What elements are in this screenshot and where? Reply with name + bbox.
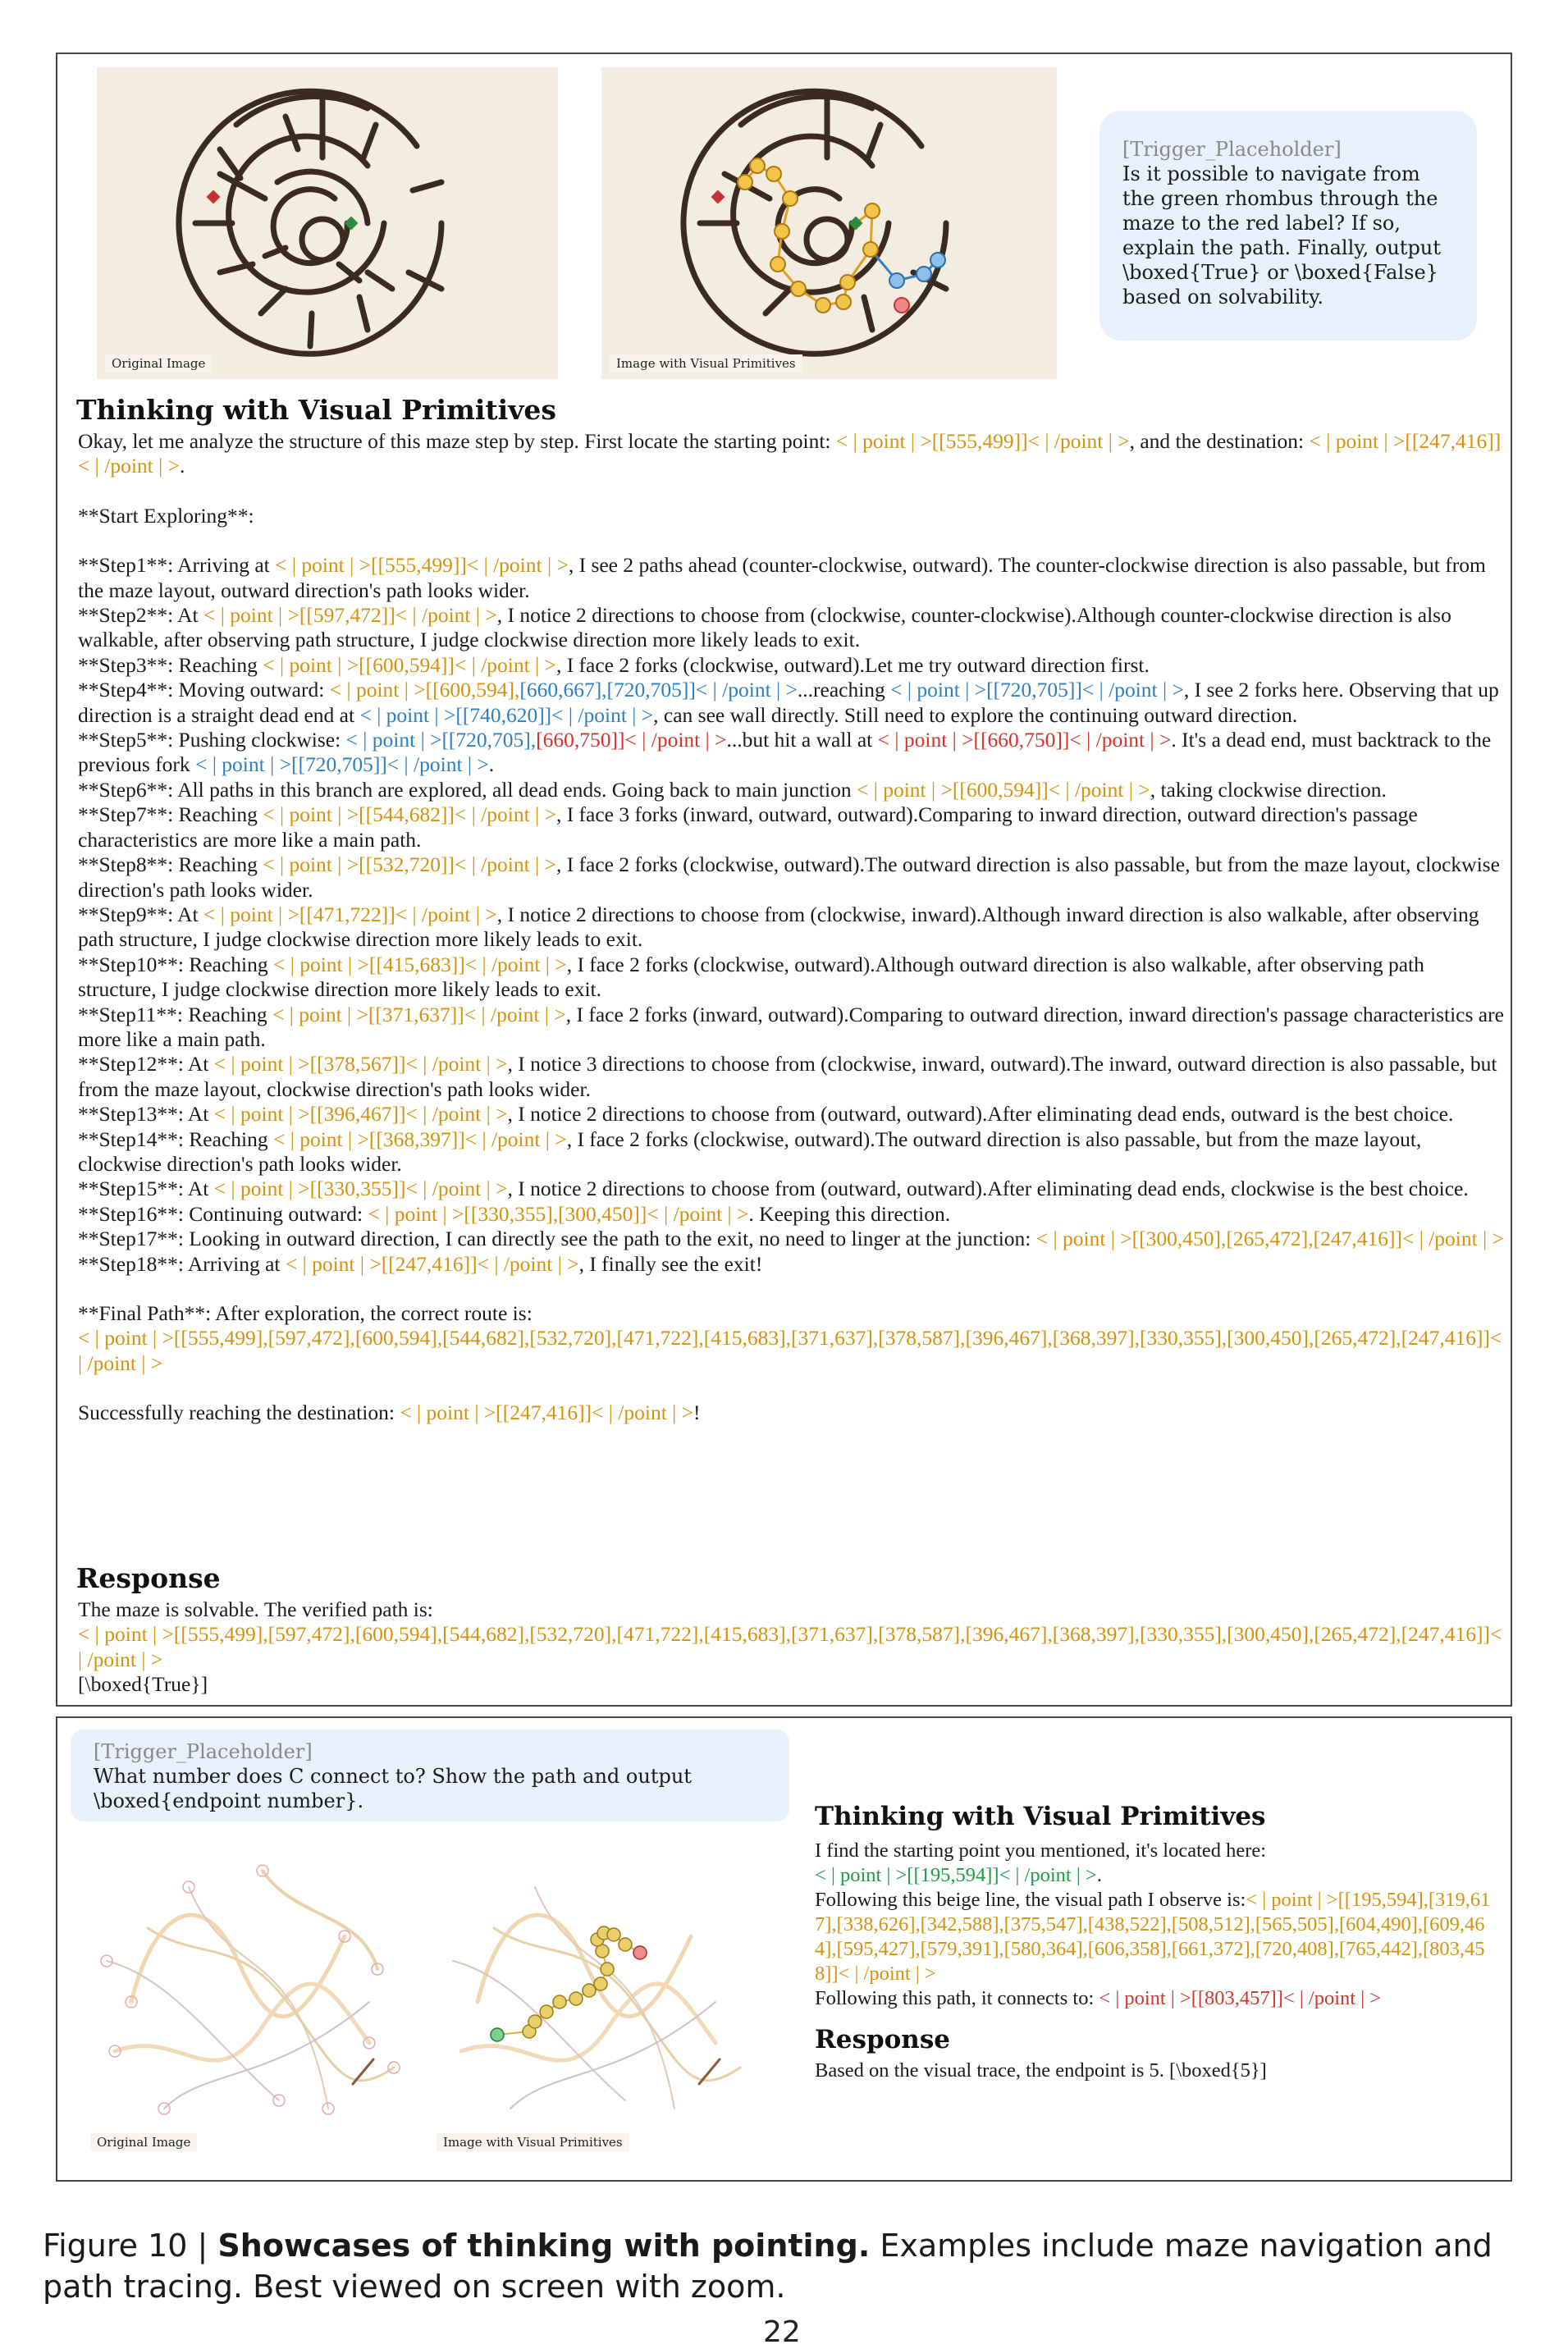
tracing-path: Following this beige line, the visual path I observe is:< | point | >[[195,594],[319,617],[338,626],[342,588],[375,547],[438,522],[508,512],[565,505],[604,490],[609,464],[595,427],[579,391],[580,364],[606,358],[661,372],[720,408],[765,442],[803,458]]< | /point | >	[815, 1889, 1491, 1985]
point-tag: [660,750]]< | /point | >	[536, 728, 727, 752]
caption-rest: Examples include maze navigation and path tracing. Best viewed on screen with zoom.	[43, 2228, 1493, 2305]
reasoning-text	[78, 429, 1506, 1426]
point-tag: < | point | >[[660,750]]< | /point | >	[877, 728, 1172, 752]
start-exploring: **Start Exploring**:	[78, 503, 254, 528]
point-tag: < | point | >[[195,594]]< | /point | >	[815, 1864, 1097, 1886]
maze-drawing	[97, 67, 558, 379]
point-tag: < | point | >[[195,594],[319,617],[338,626],[342,588],[375,547],[438,522],[508,512],[565,505],[604,490],[609,464],[595,427],[579,391],[580,364],[606,358],[661,372],[720,408],[765,442],[803,458]]< | /point | >	[815, 1889, 1491, 1985]
point-tag: < | point | >[[555,499]]< | /point | >	[275, 553, 569, 578]
point-tag: < | point | >[[597,472]]< | /point | >	[203, 603, 497, 628]
image-caption-annotated: Image with Visual Primitives	[610, 354, 802, 372]
point-tag: < | point | >[[720,705]]< | /point | >	[890, 678, 1184, 702]
step-6: **Step6**: All paths in this branch are explored, all dead ends. Going back to main junction < | point | >[[600,594]]< | /point | >, taking clockwise direction.	[78, 777, 1387, 802]
lines-drawing	[82, 1838, 423, 2158]
tracing-start: < | point | >[[195,594]]< | /point | >.	[815, 1864, 1102, 1886]
question-bubble	[1099, 111, 1477, 340]
annotated-maze-drawing	[601, 67, 1057, 379]
point-tag: < | point | >[[803,457]]< | /point | >	[1099, 1987, 1382, 2009]
original-lines-image	[82, 1838, 423, 2158]
point-tag: < | point | >[[555,499]]< | /point | >	[835, 429, 1130, 453]
response-title-2: Response	[815, 2025, 951, 2054]
step-10: **Step10**: Reaching < | point | >[[415,683]]< | /point | >, I face 2 forks (clockwise, outward).Although outward direction is also walkable, after observing path structure, I judge clockwise direction more likely leads to exit.	[78, 952, 1424, 1002]
point-tag: < | point | >[[371,637]]< | /point | >	[272, 1002, 566, 1026]
step-12: **Step12**: At < | point | >[[378,567]]< | /point | >, I notice 3 directions to choose from (clockwise, inward, outward).The inward, outward direction is also passable, but from the maze layout, clockwise direction's path looks wider.	[78, 1052, 1497, 1101]
question-bubble-2	[71, 1730, 789, 1821]
point-tag: < | point | >[[600,594]]< | /point | >	[856, 777, 1150, 802]
intro-text: , and the destination:	[1129, 429, 1310, 453]
point-tag: < | point | >[[247,416]]< | /point | >	[78, 429, 1502, 478]
step-3: **Step3**: Reaching < | point | >[[600,594]]< | /point | >, I face 2 forks (clockwise, outward).Let me try outward direction first.	[78, 652, 1150, 677]
caption-bold: Showcases of thinking with pointing.	[217, 2228, 871, 2264]
image-caption-original: Original Image	[105, 354, 212, 372]
point-tag: < | point | >[[247,416]]< | /point | >	[400, 1401, 694, 1425]
step-5: **Step5**: Pushing clockwise: < | point | >[[720,705],[660,750]]< | /point | >...but hit a wall at < | point | >[[660,750]]< | /point | >. It's a dead end, must backtrack to the previous fork < | point | >[[720,705]]< | /point | >.	[78, 728, 1492, 777]
tracing-end: Following this path, it connects to: < | point | >[[803,457]]< | /point | >	[815, 1987, 1382, 2009]
point-tag: < | point | >[[532,720]]< | /point | >	[263, 852, 556, 877]
figure-caption	[43, 2225, 1544, 2307]
question-text: Is it possible to navigate from the green rhombus through the maze to the red label? If so, explain the path. Finally, output \boxed{True} or \boxed{False} based on solvability.	[1122, 162, 1441, 308]
point-tag: < | point | >[[471,722]]< | /point | >	[203, 902, 497, 926]
point-tag: < | point | >[[330,355],[300,450]]< | /point | >	[368, 1201, 749, 1226]
point-tag: [660,667],[720,705]]< | /point | >	[519, 678, 798, 702]
tracing-text	[815, 1839, 1496, 2083]
step-8: **Step8**: Reaching < | point | >[[532,720]]< | /point | >, I face 2 forks (clockwise, outward).The outward direction is also passable, but from the maze layout, clockwise direction's path looks wider.	[78, 852, 1500, 902]
point-tag: < | point | >[[544,682]]< | /point | >	[263, 802, 556, 827]
point-tag: < | point | >[[600,594],	[329, 678, 520, 702]
annotated-maze-image	[601, 67, 1057, 379]
step-1: **Step1**: Arriving at < | point | >[[555,499]]< | /point | >, I see 2 paths ahead (counter-clockwise, outward). The counter-clockwise direction is also passable, but from the maze layout, outward direction's path looks wider.	[78, 553, 1486, 602]
step-14: **Step14**: Reaching < | point | >[[368,397]]< | /point | >, I face 2 forks (clockwise, outward).The outward direction is also passable, but from the maze layout, clockwise direction's path looks wider.	[78, 1127, 1422, 1176]
response-answer: [\boxed{True}]	[78, 1672, 208, 1697]
point-tag: < | point | >[[368,397]]< | /point | >	[272, 1127, 567, 1151]
step-4: **Step4**: Moving outward: < | point | >[[600,594],[660,667],[720,705]]< | /point | >...reaching < | point | >[[720,705]]< | /point | >, I see 2 forks here. Observing that up direction is a straight dead end at < | point | >[[740,620]]< | /point | >, can see wall directly. Still need to explore the continuing outward direction.	[78, 678, 1499, 727]
step-9: **Step9**: At < | point | >[[471,722]]< | /point | >, I notice 2 directions to choose from (clockwise, inward).Although inward direction is also walkable, after observing path structure, I judge clockwise direction more likely leads to exit.	[78, 902, 1479, 952]
tracing-line-1: I find the starting point you mentioned, it's located here:	[815, 1839, 1267, 1862]
point-tag: < | point | >[[378,567]]< | /point | >	[213, 1052, 508, 1076]
point-tag: < | point | >[[720,705],	[345, 728, 537, 752]
thinking-title-2: Thinking with Visual Primitives	[815, 1802, 1266, 1831]
trigger-placeholder: [Trigger_Placeholder]	[94, 1740, 313, 1763]
step-17: **Step17**: Looking in outward direction, I can directly see the path to the exit, no need to linger at the junction: < | point | >[[300,450],[265,472],[247,416]]< | /point | >	[78, 1227, 1504, 1251]
step-16: **Step16**: Continuing outward: < | point | >[[330,355],[300,450]]< | /point | >. Keeping this direction.	[78, 1201, 951, 1226]
original-maze-image	[97, 67, 558, 379]
step-2: **Step2**: At < | point | >[[597,472]]< | /point | >, I notice 2 directions to choose from (clockwise, counter-clockwise).Although counter-clockwise direction is also walkable, after observing path structure, I judge clockwise direction more likely leads to exit.	[78, 603, 1451, 652]
point-tag: < | point | >[[396,467]]< | /point | >	[213, 1102, 508, 1127]
intro-text: Okay, let me analyze the structure of this maze step by step. First locate the starting point:	[78, 429, 836, 453]
trigger-placeholder: [Trigger_Placeholder]	[1122, 138, 1342, 161]
response-path: < | point | >[[555,499],[597,472],[600,594],[544,682],[532,720],[471,722],[415,683],[371,637],[378,587],[396,467],[368,397],[330,355],[300,450],[265,472],[247,416]]< | /point | >	[78, 1622, 1502, 1671]
point-tag: < | point | >[[600,594]]< | /point | >	[263, 652, 556, 677]
point-tag: < | point | >[[415,683]]< | /point | >	[272, 952, 567, 976]
response-title: Response	[76, 1562, 221, 1594]
point-tag: < | point | >[[300,450],[265,472],[247,416]]< | /point | >	[1035, 1227, 1504, 1251]
step-11: **Step11**: Reaching < | point | >[[371,637]]< | /point | >, I face 2 forks (inward, outward).Comparing to outward direction, inward direction's passage characteristics are more like a main path.	[78, 1002, 1504, 1051]
point-tag: < | point | >[[740,620]]< | /point | >	[359, 702, 654, 727]
intro-text: .	[179, 454, 185, 478]
image-caption-original-2: Original Image	[90, 2133, 197, 2151]
step-18: **Step18**: Arriving at < | point | >[[247,416]]< | /point | >, I finally see the exit!	[78, 1251, 763, 1276]
response-text	[78, 1597, 1506, 1698]
annotated-lines-image	[428, 1838, 757, 2158]
success-line: Successfully reaching the destination: < | point | >[[247,416]]< | /point | >!	[78, 1401, 701, 1425]
page-number: 22	[763, 2315, 801, 2349]
point-tag: < | point | >[[247,416]]< | /point | >	[285, 1251, 579, 1276]
intro-paragraph	[78, 429, 1506, 479]
thinking-title: Thinking with Visual Primitives	[76, 394, 556, 426]
image-caption-annotated-2: Image with Visual Primitives	[437, 2133, 629, 2151]
point-tag: < | point | >[[720,705]]< | /point | >	[195, 752, 489, 777]
response-text-2: Based on the visual trace, the endpoint is 5. [\boxed{5}]	[815, 2059, 1267, 2082]
point-tag: < | point | >[[330,355]]< | /point | >	[213, 1177, 508, 1201]
step-13: **Step13**: At < | point | >[[396,467]]< | /point | >, I notice 2 directions to choose from (outward, outward).After eliminating dead ends, outward is the best choice.	[78, 1102, 1454, 1127]
caption-prefix: Figure 10 |	[43, 2228, 218, 2264]
step-15: **Step15**: At < | point | >[[330,355]]< | /point | >, I notice 2 directions to choose from (outward, outward).After eliminating dead ends, clockwise is the best choice.	[78, 1177, 1469, 1201]
step-7: **Step7**: Reaching < | point | >[[544,682]]< | /point | >, I face 3 forks (inward, outward, outward).Comparing to inward direction, outward direction's passage characteristics are more like a main path.	[78, 802, 1418, 852]
final-path-points: < | point | >[[555,499],[597,472],[600,594],[544,682],[532,720],[471,722],[415,683],[371,637],[378,587],[396,467],[368,397],[330,355],[300,450],[265,472],[247,416]]< | /point | >	[78, 1326, 1502, 1375]
annotated-lines-drawing	[428, 1838, 757, 2158]
question-text: What number does C connect to? Show the path and output \boxed{endpoint number}.	[94, 1765, 692, 1812]
final-path-label: **Final Path**: After exploration, the correct route is:	[78, 1301, 533, 1325]
response-line: The maze is solvable. The verified path is:	[78, 1597, 433, 1621]
